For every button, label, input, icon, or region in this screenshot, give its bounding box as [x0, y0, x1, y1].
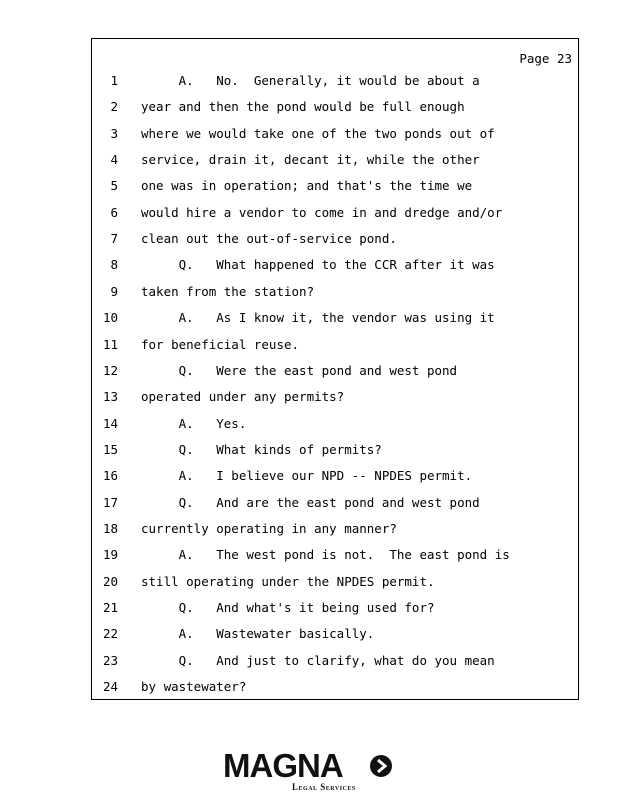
transcript-line [92, 363, 578, 383]
line-text: for beneficial reuse. [141, 336, 300, 352]
transcript-line [92, 626, 578, 646]
transcript-line [92, 73, 578, 93]
transcript-line [92, 600, 578, 620]
transcript-line [92, 310, 578, 330]
line-text: Q. What happened to the CCR after it was [141, 257, 495, 273]
line-number: 19 [102, 547, 118, 563]
line-number: 13 [102, 389, 118, 405]
line-number: 6 [110, 204, 118, 220]
line-number: 4 [110, 152, 118, 168]
transcript-line [92, 521, 578, 541]
line-text: Q. And what's it being used for? [141, 600, 435, 615]
transcript-line [92, 205, 578, 225]
line-number: 1 [110, 73, 118, 88]
line-text: A. I believe our NPD -- NPDES permit. [141, 468, 473, 484]
transcript-line [92, 231, 578, 251]
transcript-line [92, 468, 578, 488]
line-text: Q. What kinds of permits? [141, 441, 382, 457]
line-number: 23 [102, 652, 118, 668]
line-number: 10 [102, 310, 118, 326]
transcript-line [92, 337, 578, 357]
page-number: Page 23 [519, 51, 572, 66]
transcript-line [92, 152, 578, 172]
transcript-line [92, 284, 578, 304]
line-text: A. As I know it, the vendor was using it [141, 310, 495, 326]
transcript-line [92, 574, 578, 594]
line-number: 21 [102, 600, 118, 615]
transcript-line [92, 99, 578, 119]
line-number: 2 [110, 99, 118, 115]
line-text: one was in operation; and that's the time we [141, 178, 473, 194]
line-text: taken from the station? [141, 283, 315, 299]
line-text: currently operating in any manner? [141, 520, 397, 536]
line-number: 3 [110, 125, 118, 141]
line-text: Q. And just to clarify, what do you mean [141, 652, 495, 668]
line-text: service, drain it, decant it, while the other [141, 152, 480, 168]
line-number: 7 [110, 231, 118, 247]
arrow-circle-icon [370, 755, 392, 777]
transcript-line [92, 679, 578, 699]
line-number: 14 [102, 415, 118, 431]
line-number: 22 [102, 626, 118, 642]
line-number: 9 [110, 283, 118, 299]
line-text: A. Yes. [141, 415, 247, 431]
transcript-line [92, 257, 578, 277]
transcript-page [91, 38, 579, 700]
line-number: 8 [110, 257, 118, 273]
magna-logo [223, 748, 395, 792]
line-text: A. The west pond is not. The east pond is [141, 547, 510, 563]
line-number: 17 [102, 494, 118, 510]
logo-subtitle: Legal Services [292, 782, 356, 792]
line-text: year and then the pond would be full enough [141, 99, 465, 115]
transcript-line [92, 495, 578, 515]
transcript-line [92, 178, 578, 198]
line-number: 5 [110, 178, 118, 194]
transcript-line [92, 653, 578, 673]
line-number: 20 [102, 573, 118, 589]
line-number: 15 [102, 441, 118, 457]
line-text: where we would take one of the two ponds out of [141, 125, 495, 141]
line-text: operated under any permits? [141, 389, 345, 405]
line-number: 11 [102, 336, 118, 352]
line-text: Q. And are the east pond and west pond [141, 494, 480, 510]
line-number: 24 [102, 679, 118, 695]
line-text: Q. Were the east pond and west pond [141, 362, 458, 378]
transcript-line [92, 126, 578, 146]
line-text: A. No. Generally, it would be about a [141, 73, 480, 88]
line-text: still operating under the NPDES permit. [141, 573, 435, 589]
line-text: A. Wastewater basically. [141, 626, 375, 642]
transcript-line [92, 389, 578, 409]
line-number: 18 [102, 520, 118, 536]
line-text: would hire a vendor to come in and dredge and/or [141, 204, 503, 220]
line-number: 12 [102, 362, 118, 378]
transcript-line [92, 442, 578, 462]
transcript-line [92, 416, 578, 436]
transcript-line [92, 547, 578, 567]
line-text: by wastewater? [141, 679, 247, 695]
logo-wordmark: MAGNA [223, 747, 343, 784]
line-text: clean out the out-of-service pond. [141, 231, 397, 247]
line-number: 16 [102, 468, 118, 484]
